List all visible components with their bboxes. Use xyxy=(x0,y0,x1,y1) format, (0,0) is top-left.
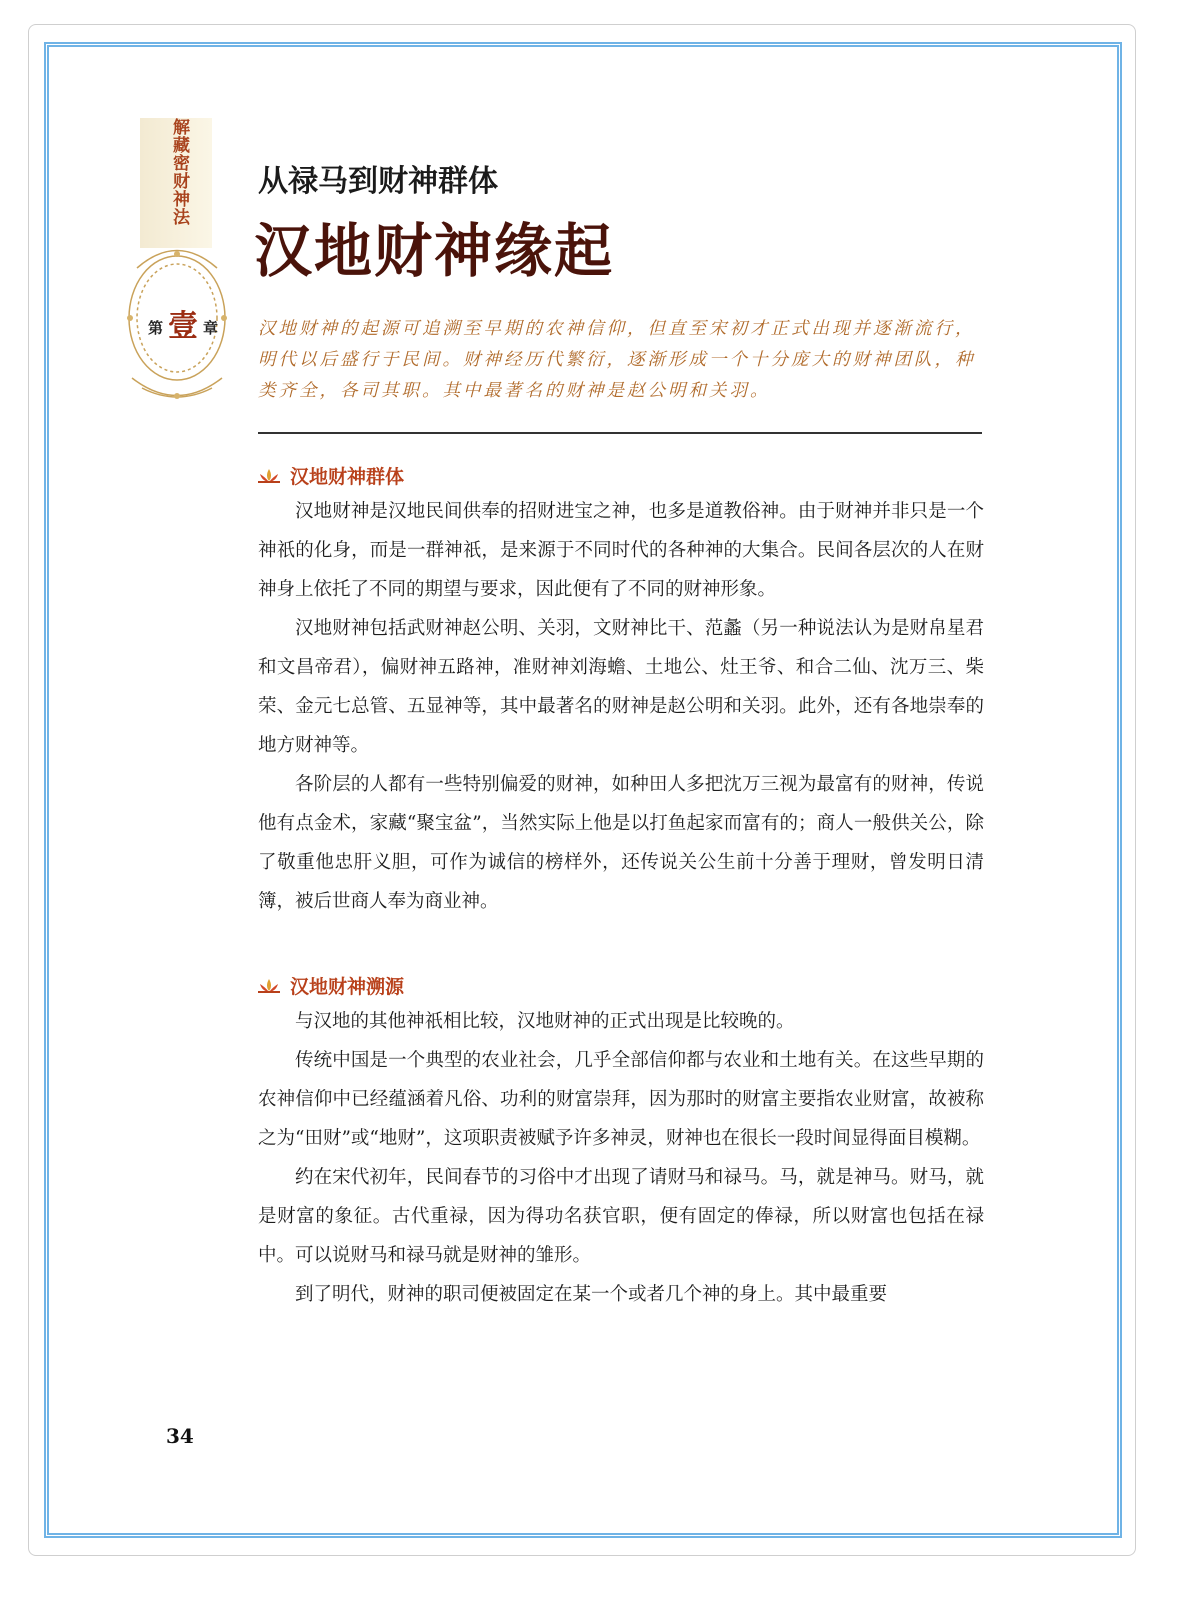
chapter-suffix: 章 xyxy=(202,318,218,337)
section-heading-text: 汉地财神群体 xyxy=(290,466,405,488)
paragraph: 汉地财神是汉地民间供奉的招财进宝之神，也多是道教俗神。由于财神并非只是一个神祇的化身，而是一群神祇，是来源于不同时代的各种神的大集合。民间各层次的人在财神身上依托了不同的期望与要求，因此便有了不同的财神形象。 xyxy=(258,501,984,600)
paragraph: 与汉地的其他神祇相比较，汉地财神的正式出现是比较晚的。 xyxy=(295,1011,795,1032)
page-title: 汉地财神缘起 xyxy=(254,217,615,285)
chapter-label xyxy=(148,309,218,344)
section-heading xyxy=(256,972,404,999)
page-number: 34 xyxy=(166,1424,194,1448)
lotus-icon xyxy=(256,467,282,485)
paragraph: 约在宋代初年，民间春节的习俗中才出现了请财马和禄马。马，就是神马。财马，就是财富的象征。古代重禄，因为得功名获官职，便有固定的俸禄，所以财富也包括在禄中。可以说财马和禄马就是财神的雏形。 xyxy=(258,1167,984,1266)
divider xyxy=(258,432,982,434)
chapter-prefix: 第 xyxy=(148,318,164,337)
page-subtitle: 从禄马到财神群体 xyxy=(258,164,498,199)
book-side-title: 解藏密财神法 xyxy=(169,118,189,226)
lotus-icon xyxy=(256,977,282,995)
paragraph: 各阶层的人都有一些特别偏爱的财神，如种田人多把沈万三视为最富有的财神，传说他有点金术，家藏“聚宝盆”，当然实际上他是以打鱼起家而富有的；商人一般供关公，除了敬重他忠肝义胆，可作为诚信的榜样外，还传说关公生前十分善于理财，曾发明日清簿，被后世商人奉为商业神。 xyxy=(258,774,984,912)
section-heading xyxy=(256,462,404,489)
section-body xyxy=(258,492,984,921)
chapter-number: 壹 xyxy=(168,309,198,344)
paragraph: 汉地财神包括武财神赵公明、关羽，文财神比干、范蠡（另一种说法认为是财帛星君和文昌帝君），偏财神五路神，准财神刘海蟾、土地公、灶王爷、和合二仙、沈万三、柴荣、金元七总管、五显神等，其中最著名的财神是赵公明和关羽。此外，还有各地崇奉的地方财神等。 xyxy=(258,618,984,756)
intro-paragraph: 汉地财神的起源可追溯至早期的农神信仰，但直至宋初才正式出现并逐渐流行，明代以后盛行于民间。财神经历代繁衍，逐渐形成一个十分庞大的财神团队，种类齐全，各司其职。其中最著名的财神是赵公明和关羽。 xyxy=(258,319,976,401)
section-body xyxy=(258,1002,984,1314)
paragraph: 到了明代，财神的职司便被固定在某一个或者几个神的身上。其中最重要 xyxy=(295,1284,888,1305)
section-heading-text: 汉地财神溯源 xyxy=(290,976,405,998)
paragraph: 传统中国是一个典型的农业社会，几乎全部信仰都与农业和土地有关。在这些早期的农神信仰中已经蕴涵着凡俗、功利的财富崇拜，因为那时的财富主要指农业财富，故被称之为“田财”或“地财”，这项职责被赋予许多神灵，财神也在很长一段时间显得面目模糊。 xyxy=(258,1050,984,1149)
